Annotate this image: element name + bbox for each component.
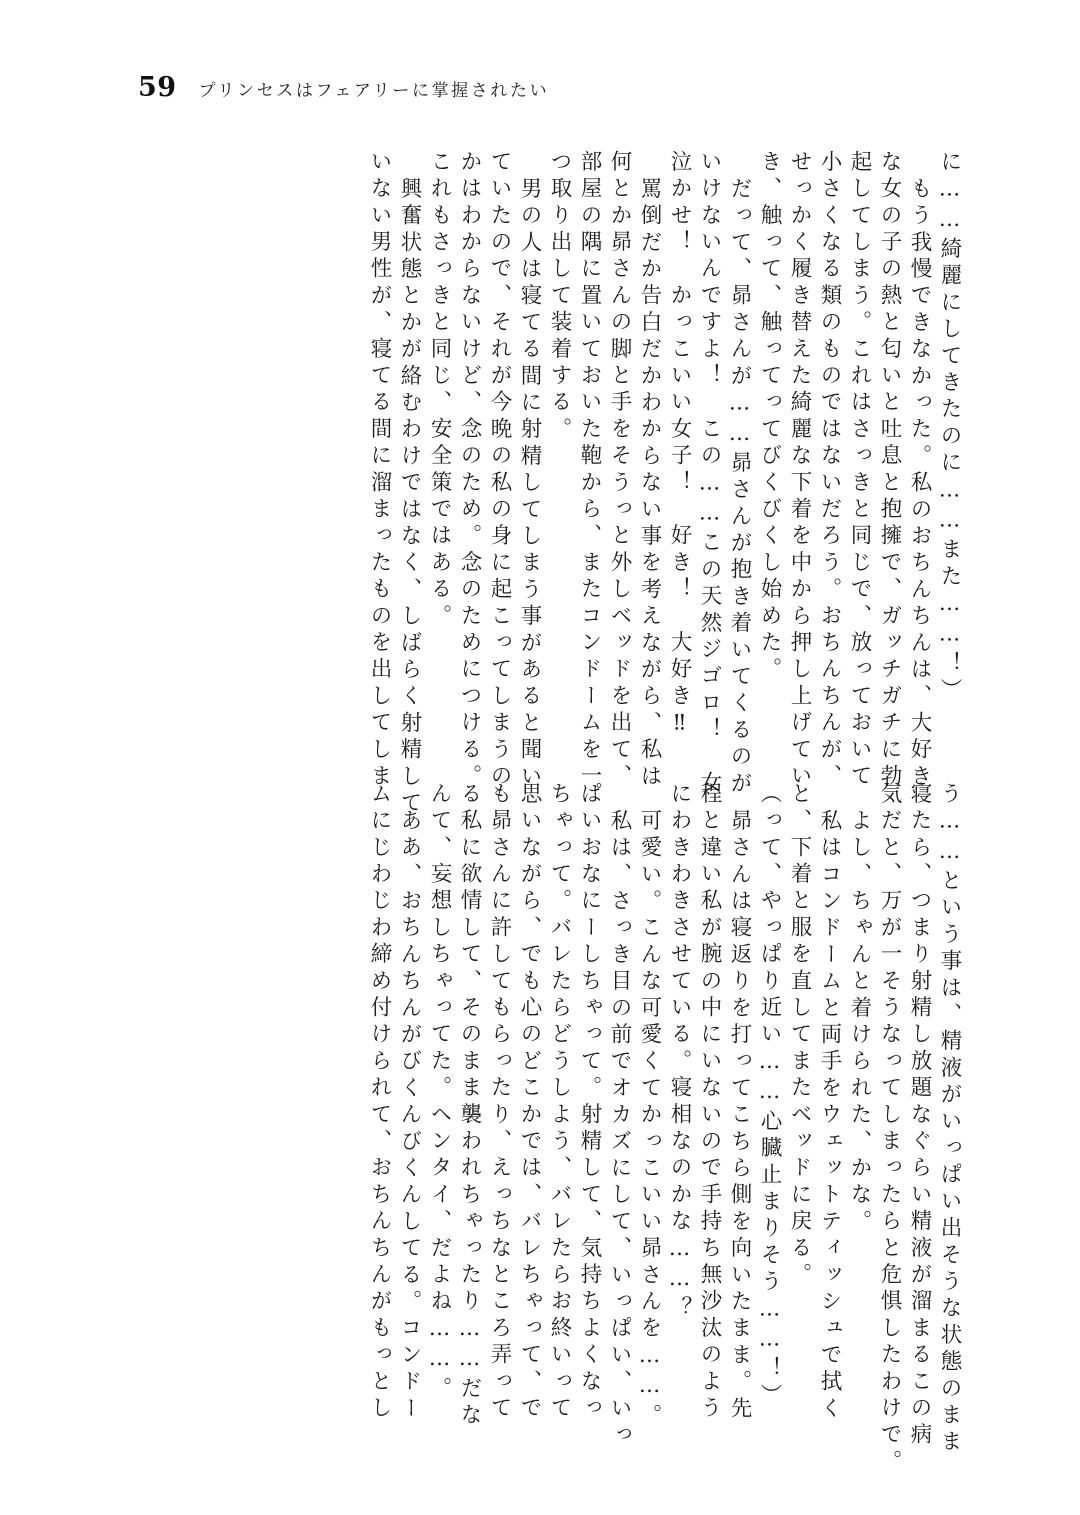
text-block-top-columns (360, 150, 962, 818)
text-column: 可愛い。こんな可愛くてかっこいい昴さんを……。 (637, 808, 662, 1430)
text-column: 罵倒だか告白だかわからない事を考えながら、私は (637, 176, 662, 791)
text-column: これもさっきと同じ、安全策ではある。 (427, 150, 452, 631)
text-column: う……という事は、精液がいっぱい出そうな状態のまま (937, 782, 962, 1457)
text-column: 寝たら、つまり射精し放題なぐらい精液が溜まるこの病 (907, 782, 932, 1450)
text-column: よし、ちゃんと着けられた、かな。 (847, 808, 872, 1236)
text-column: ムにじわじわ締め付けられて、おちんちんがもっとし (367, 782, 392, 1423)
text-column: 泣かせ！ かっこいい女子！ 好き！ 大好き‼ (667, 150, 692, 741)
text-column: 何とか昴さんの脚と手をそうっと外しベッドを出て、 (607, 150, 632, 791)
running-head (138, 72, 549, 103)
text-column: 男の人は寝てる間に射精してしまう事があると聞い (517, 176, 542, 791)
text-column: き、触って、触ってってびくびくし始めた。 (757, 150, 782, 684)
text-column: かはわからないけど、念のため。念のためにつける。 (457, 150, 482, 791)
text-column: ちゃって。バレたらどうしよう、バレたらお終いって (547, 782, 572, 1423)
text-column: に……綺麗にしてきたのに……また……！） (937, 150, 962, 705)
text-column: 小さくなる類のものではないだろう。おちんちんが、 (817, 150, 842, 791)
text-column: 部屋の隅に置いておいた鞄から、またコンドームを一 (577, 150, 602, 791)
text-column: だって、昴さんが……昴さんが抱き着いてくるのが (727, 176, 752, 798)
text-column: 昴さんは寝返りを打ってこちら側を向いたまま。先 (727, 808, 752, 1423)
text-column: 起してしまう。これはさっきと同じで、放っておいて (847, 150, 872, 791)
text-column: ああ、おちんちんがびくんびくんしてる。コンドー (397, 808, 422, 1423)
text-column: と、下着と服を直してまたベッドに戻る。 (787, 782, 812, 1290)
text-column: んて、妄想しちゃってた。ヘンタイ、だよね……。 (427, 782, 452, 1404)
text-block-bottom-columns (360, 782, 962, 1477)
text-column: つ取り出して装着する。 (547, 150, 572, 444)
text-column: にわきわきさせている。寝相なのかな……？ (667, 782, 692, 1323)
text-column: ていたので、それが今晩の私の身に起こってしまうの (487, 150, 512, 791)
text-column: もう我慢できなかった。私のおちんちんは、大好き (907, 176, 932, 791)
text-column: 気だと、万が一そうなってしまったらと危惧したわけで。 (877, 782, 902, 1477)
page-number: 59 (138, 72, 177, 103)
text-column: も昴さんに許してもらったり、えっちなところ弄って (487, 782, 512, 1423)
text-block-top (360, 150, 962, 818)
body-text-area (140, 150, 962, 1477)
text-column: （って、やっぱり近い……心臓止まりそう……！） (757, 782, 782, 1411)
text-column: る私に欲情して、そのまま襲われちゃったり……だな (457, 782, 482, 1430)
text-block-bottom (360, 782, 962, 1477)
text-column: な女の子の熱と匂いと吐息と抱擁で、ガッチガチに勃 (877, 150, 902, 791)
text-column: いけないんですよ！ この……この天然ジゴロ！ 女 (697, 150, 722, 798)
text-column: せっかく履き替えた綺麗な下着を中から押し上げてい (787, 150, 812, 791)
text-column: ぱいおなにーしちゃって。射精して、気持ちよくなっ (577, 782, 602, 1423)
text-column: 私は、さっき目の前でオカズにして、いっぱい、いっ (607, 808, 632, 1450)
text-column: 私はコンドームと両手をウェットティッシュで拭く (817, 808, 842, 1423)
text-column: 程と違い私が腕の中にいないので手持ち無沙汰のよう (697, 782, 722, 1423)
running-title: プリンセスはフェアリーに掌握されたい (198, 81, 550, 101)
text-column: 興奮状態とかが絡むわけではなく、しばらく射精して (397, 176, 422, 818)
text-column: 思いながら、でも心のどこかでは、バレちゃって、で (517, 782, 542, 1423)
text-column: いない男性が、寝てる間に溜まったものを出してしま (367, 150, 392, 791)
